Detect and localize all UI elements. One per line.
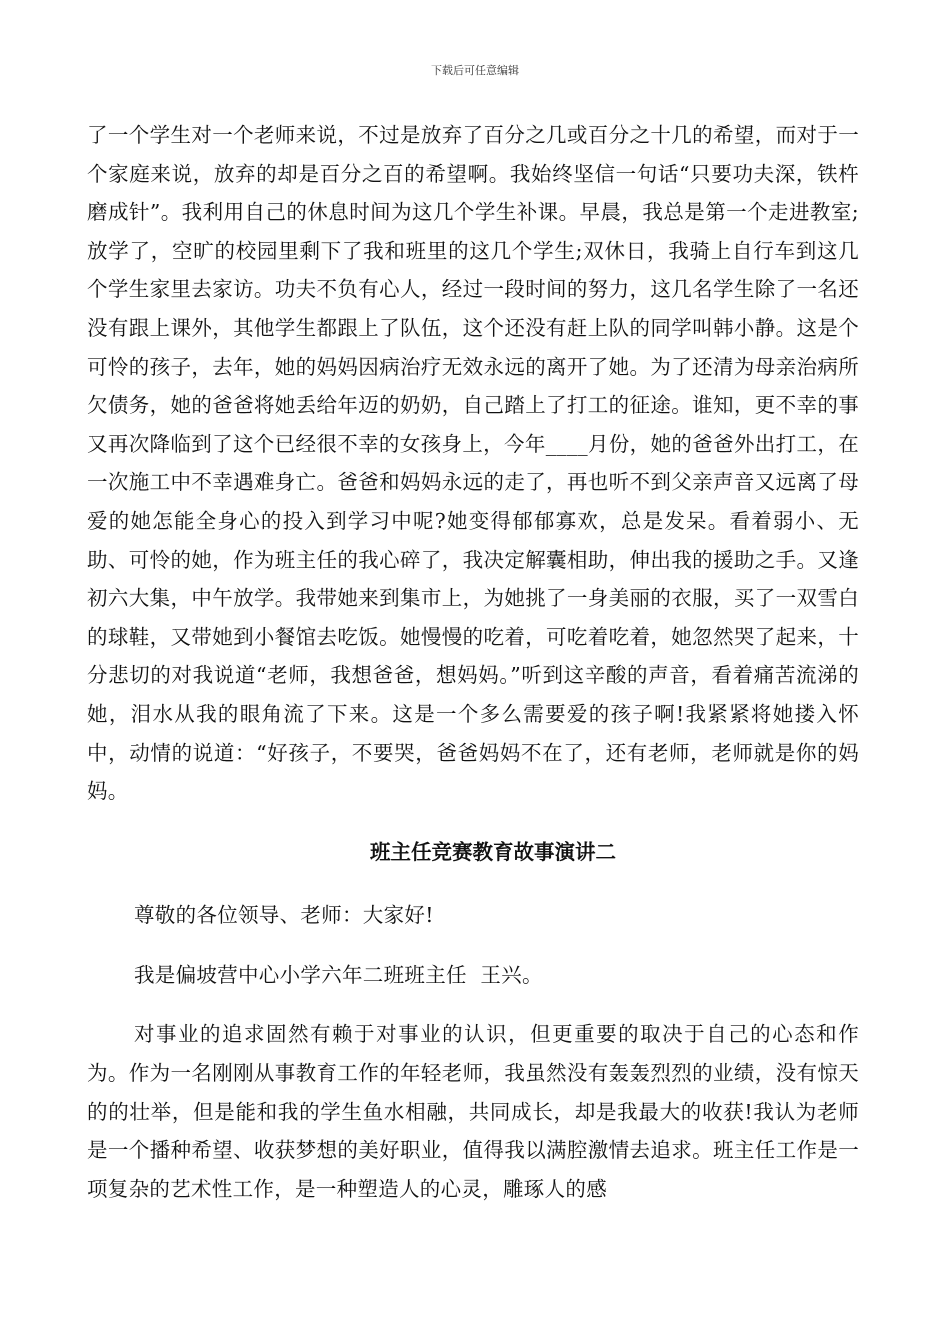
paragraph-story-continued: 了一个学生对一个老师来说，不过是放弃了百分之几或百分之十几的希望，而对于一个家庭来说，放弃的却是百分之百的希望啊。我始终坚信一句话“只要功夫深，铁杵磨成针”。我利用自己的休息时间为这几个学生补课。早晨，我总是第一个走进教室;放学了，空旷的校园里剩下了我和班里的这几个学生;双休日，我骑上自行车到这几个学生家里去家访。功夫不负有心人，经过一段时间的努力，这几名学生除了一名还没有跟上课外，其他学生都跟上了队伍，这个还没有赶上队的同学叫韩小静。这是个可怜的孩子，去年，她的妈妈因病治疗无效永远的离开了她。为了还清为母亲治病所欠债务，她的爸爸将她丢给年迈的奶奶，自己踏上了打工的征途。谁知，更不幸的事又再次降临到了这个已经很不幸的女孩身上，今年____月份，她的爸爸外出打工，在一次施工中不幸遇难身亡。爸爸和妈妈永远的走了，再也听不到父亲声音又远离了母爱的她怎能全身心的投入到学习中呢?她变得郁郁寡欢，总是发呆。看着弱小、无助、可怜的她，作为班主任的我心碎了，我决定解囊相助，伸出我的援助之手。又逢初六大集，中午放学。我带她来到集市上，为她挑了一身美丽的衣服，买了一双雪白的球鞋，又带她到小餐馆去吃饭。她慢慢的吃着，可吃着吃着，她忽然哭了起来，十分悲切的对我说道“老师，我想爸爸，想妈妈。”听到这辛酸的声音，看着痛苦流涕的她，泪水从我的眼角流了下来。这是一个多么需要爱的孩子啊!我紧紧将她搂入怀中，动情的说道：“好孩子，不要哭，爸爸妈妈不在了，还有老师，老师就是你的妈妈。 xyxy=(87,123,859,804)
section-title: 班主任竞赛教育故事演讲二 xyxy=(370,839,616,864)
document-body xyxy=(87,116,859,1208)
paragraph-career-pursuit: 对事业的追求固然有赖于对事业的认识，但更重要的取决于自己的心态和作为。作为一名刚刚从事教育工作的年轻老师，我虽然没有轰轰烈烈的业绩，没有惊天的的壮举，但是能和我的学生鱼水相融，共同成长，却是我最大的收获!我认为老师是一个播种希望、收获梦想的美好职业，值得我以满腔激情去追求。班主任工作是一项复杂的艺术性工作，是一种塑造人的心灵，雕琢人的感 xyxy=(87,1022,859,1201)
page-header: 下载后可任意编辑 xyxy=(431,64,519,77)
paragraph-greeting: 尊敬的各位领导、老师：大家好! xyxy=(134,903,434,928)
paragraph-introduction: 我是偏坡营中心小学六年二班班主任 王兴。 xyxy=(134,962,543,987)
